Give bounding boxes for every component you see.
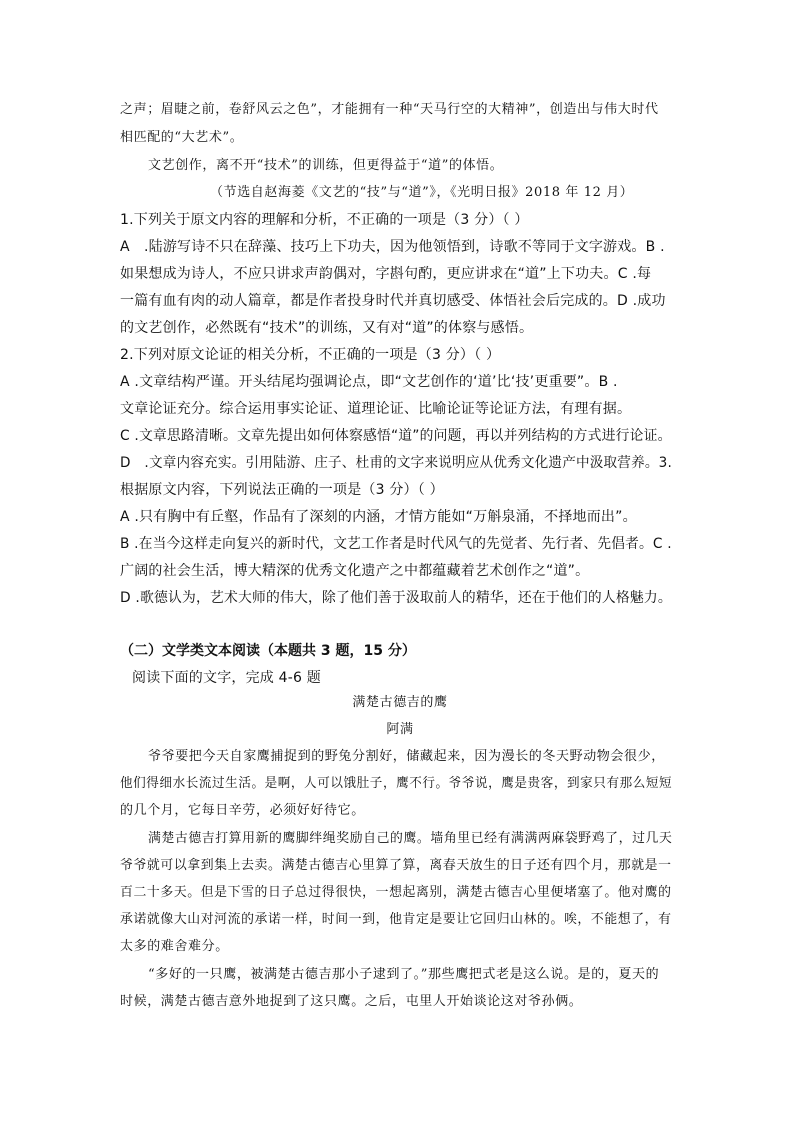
story-line: 爷爷要把今天自家鹰捕捉到的野兔分割好，储藏起来，因为漫长的冬天野动物会很少， [148, 749, 665, 764]
section-heading: （二）文学类文本阅读（本题共 3 题，15 分） [120, 643, 416, 659]
story-line: 时候，满楚古德吉意外地捉到了这只鹰。之后，屯里人开始谈论这对爷孙俩。 [120, 994, 583, 1009]
story-line: 他们得细水长流过生活。是啊，人可以饿肚子，鹰不行。爷爷说，鹰是贵客，到家只有那么短短 [120, 776, 673, 791]
question-line: 如果想成为诗人，不应只讲求声韵偶对，字斟句酌，更应讲求在“道”上下功夫。C .每 [120, 266, 652, 282]
question-line: 2.下列对原文论证的相关分析，不正确的一项是（3 分）（ ） [120, 347, 501, 363]
passage-line: 文艺创作，离不开“技术”的训练，但更得益于“道”的体悟。 [148, 158, 504, 173]
question-line: 1.下列关于原文内容的理解和分析，不正确的一项是（3 分）（ ） [120, 212, 529, 228]
story-line: 的几个月，它每日辛劳，必须好好待它。 [120, 803, 365, 818]
story-line: 爷爷就可以拿到集上去卖。满楚古德吉心里算了算，离春天放生的日子还有四个月，那就是一 [120, 858, 672, 873]
question-line: D .文章内容充实。引用陆游、庄子、杜甫的文字来说明应从优秀文化遗产中汲取营养。3. [120, 455, 672, 471]
story-title: 满楚古德吉的鹰 [352, 695, 448, 710]
passage-source: （节选自赵海菱《文艺的“技”与“道”》，《光明日报》2018 年 12 月） [210, 185, 634, 200]
question-line: C .文章思路清晰。文章先提出如何体察感悟“道”的问题，再以并列结构的方式进行论证。 [120, 428, 672, 444]
question-line: D .歌德认为，艺术大师的伟大，除了他们善于汲取前人的精华，还在于他们的人格魅力。 [120, 590, 672, 606]
question-line: 的文艺创作，必然既有“技术”的训练，又有对“道”的体察与感悟。 [120, 320, 534, 336]
question-line: 一篇有血有肉的动人篇章，都是作者投身时代并真切感受、体悟社会后完成的。D .成功 [120, 293, 666, 309]
question-line: B .在当今这样走向复兴的新时代，文艺工作者是时代风气的先觉者、先行者、先倡者。C . [120, 536, 672, 552]
story-line: 太多的难舍难分。 [120, 939, 229, 954]
story-line: 满楚古德吉打算用新的鹰脚绊绳奖励自己的鹰。墙角里已经有满满两麻袋野鸡了，过几天 [148, 831, 673, 846]
story-line: 百二十多天。但是下雪的日子总过得很快，一想起离别，满楚古德吉心里便堵塞了。他对鹰的 [120, 885, 672, 900]
question-line: A .文章结构严谨。开头结尾均强调论点，即“文艺创作的‘道’比‘技’更重要”。B . [120, 374, 618, 390]
passage-line: 之声；眉睫之前，卷舒风云之色”，才能拥有一种“天马行空的大精神”，创造出与伟大时代 [120, 102, 659, 117]
question-line: A .陆游写诗不只在辞藻、技巧上下功夫，因为他领悟到，诗歌不等同于文字游戏。B . [120, 239, 665, 255]
passage-line: 相匹配的“大艺术”。 [120, 130, 244, 145]
story-line: 承诺就像大山对河流的承诺一样，时间一到，他肯定是要让它回归山林的。唉，不能想了，有 [120, 912, 672, 927]
section-instruction: 阅读下面的文字，完成 4-6 题 [132, 670, 321, 686]
story-author: 阿满 [386, 722, 414, 737]
question-line: 根据原文内容，下列说法正确的一项是（3 分）（ ） [120, 482, 444, 498]
question-line: 广阔的社会生活，博大精深的优秀文化遗产之中都蕴藏着艺术创作之“道”。 [120, 563, 590, 579]
question-line: A .只有胸中有丘壑，作品有了深刻的内涵，才情方能如“万斛泉涌，不择地而出”。 [120, 509, 637, 525]
question-line: 文章论证充分。综合运用事实论证、道理论证、比喻论证等论证方法，有理有据。 [120, 401, 632, 417]
story-line: “多好的一只鹰，被满楚古德吉那小子逮到了。”那些鹰把式老是这么说。是的，夏天的 [148, 967, 660, 982]
